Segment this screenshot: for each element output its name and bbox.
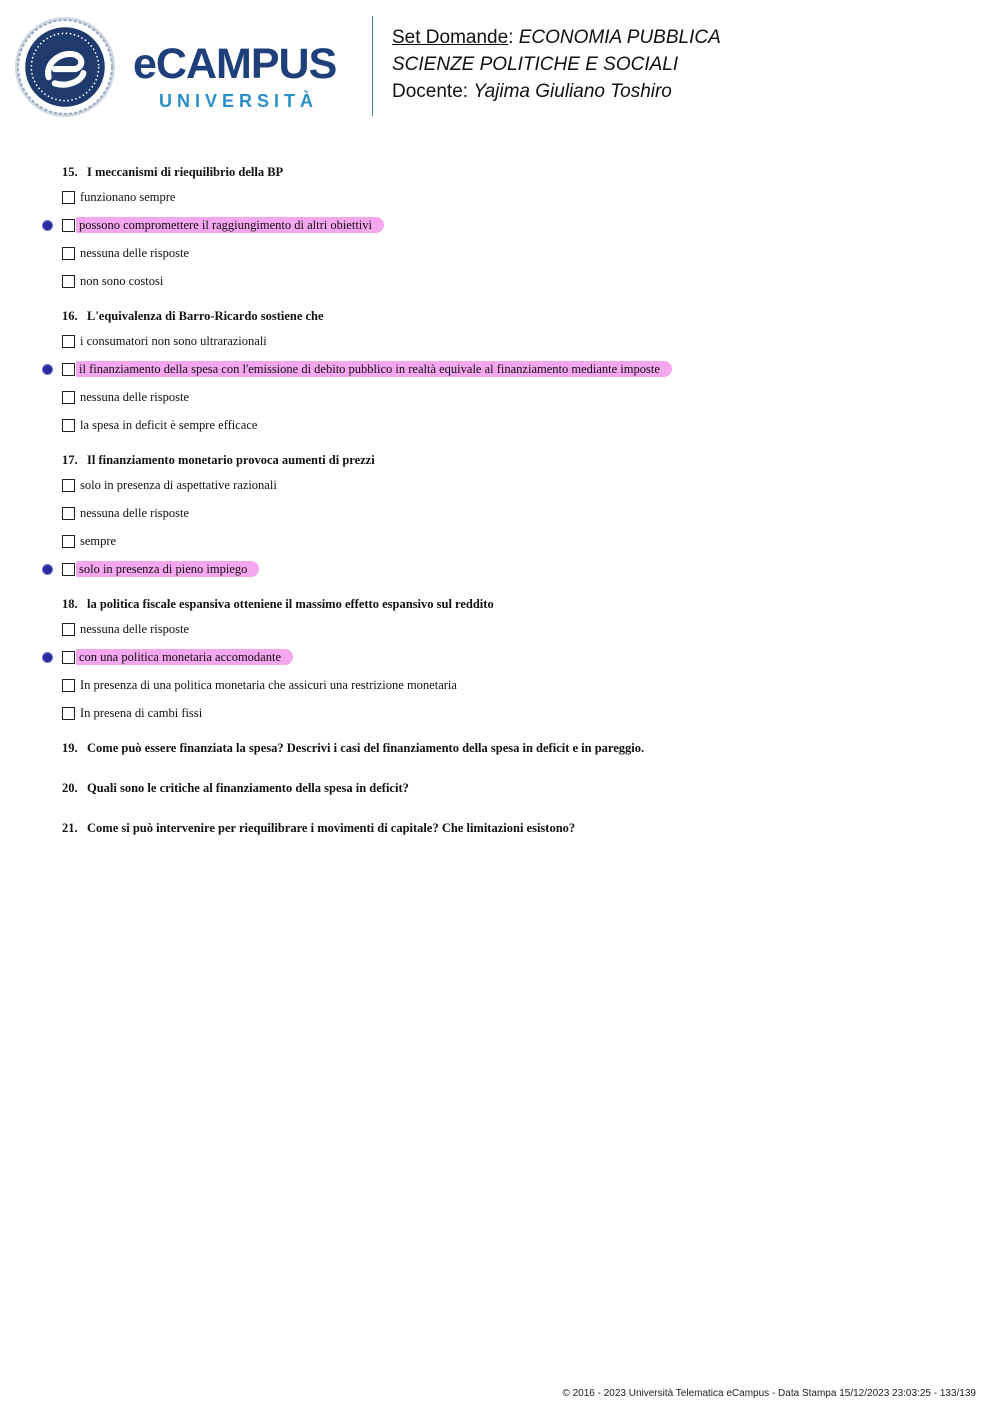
answer-checkbox[interactable] (62, 275, 75, 288)
answer-option[interactable] (62, 183, 962, 211)
answer-option[interactable] (62, 643, 962, 671)
answer-option[interactable] (62, 615, 962, 643)
question-block (62, 161, 962, 295)
question-title (62, 161, 962, 183)
answer-text: nessuna delle risposte (80, 246, 190, 260)
question-text: L'equivalenza di Barro-Ricardo sostiene che (87, 309, 324, 323)
answer-option[interactable] (62, 327, 962, 355)
answer-text: nessuna delle risposte (80, 622, 190, 636)
question-title (62, 777, 962, 799)
logo-subtitle: UNIVERSITÀ (159, 91, 319, 111)
question-number: 21. (62, 821, 78, 835)
question-block (62, 305, 962, 439)
answer-text: nessuna delle risposte (80, 390, 190, 404)
question-number: 17. (62, 453, 78, 467)
answer-checkbox[interactable] (62, 479, 75, 492)
answer-option[interactable] (62, 527, 962, 555)
answer-option[interactable] (62, 499, 962, 527)
question-title (62, 449, 962, 471)
question-title (62, 737, 962, 759)
answer-checkbox[interactable] (62, 563, 75, 576)
answer-checkbox[interactable] (62, 707, 75, 720)
question-text: Quali sono le critiche al finanziamento della spesa in deficit? (87, 781, 409, 795)
answer-text: i consumatori non sono ultrarazionali (80, 334, 267, 348)
answer-option[interactable] (62, 671, 962, 699)
answer-option[interactable] (62, 411, 962, 439)
question-number: 15. (62, 165, 78, 179)
page-header (0, 0, 1000, 135)
answer-checkbox[interactable] (62, 419, 75, 432)
question-text: Il finanziamento monetario provoca aumenti di prezzi (87, 453, 375, 467)
answer-checkbox[interactable] (62, 623, 75, 636)
question-title (62, 593, 962, 615)
answer-text: solo in presenza di pieno impiego (76, 561, 259, 577)
answer-checkbox[interactable] (62, 219, 75, 232)
answer-checkbox[interactable] (62, 363, 75, 376)
answer-text: funzionano sempre (80, 190, 176, 204)
answer-checkbox[interactable] (62, 391, 75, 404)
answer-text: con una politica monetaria accomodante (76, 649, 293, 665)
answer-checkbox[interactable] (62, 679, 75, 692)
answer-option[interactable] (62, 355, 962, 383)
teacher-name: Yajima Giuliano Toshiro (473, 81, 672, 102)
header-info (392, 24, 721, 105)
question-number: 18. (62, 597, 78, 611)
question-block (62, 449, 962, 583)
answer-option[interactable] (62, 239, 962, 267)
answer-text: solo in presenza di aspettative razionali (80, 478, 277, 492)
question-number: 20. (62, 781, 78, 795)
answer-checkbox[interactable] (62, 191, 75, 204)
university-seal-icon (14, 16, 116, 118)
question-number: 19. (62, 741, 78, 755)
course-name: ECONOMIA PUBBLICA (518, 27, 721, 48)
question-text: I meccanismi di riequilibrio della BP (87, 165, 284, 179)
question-list (62, 161, 962, 857)
answer-option[interactable] (62, 383, 962, 411)
question-text: Come si può intervenire per riequilibrare i movimenti di capitale? Che limitazioni esistono? (87, 821, 576, 835)
question-block (62, 593, 962, 727)
question-title (62, 817, 962, 839)
header-divider (372, 16, 373, 116)
question-number: 16. (62, 309, 78, 323)
answer-text: possono compromettere il raggiungimento di altri obiettivi (76, 217, 384, 233)
course-line: Set Domande: ECONOMIA PUBBLICA (392, 27, 721, 48)
answer-checkbox[interactable] (62, 535, 75, 548)
question-title (62, 305, 962, 327)
question-block (62, 777, 962, 799)
question-block (62, 737, 962, 759)
answer-option[interactable] (62, 211, 962, 239)
answer-marker-icon (43, 221, 52, 230)
question-text: Come può essere finanziata la spesa? Descrivi i casi del finanziamento della spesa in deficit e in pareggio. (87, 741, 645, 755)
answer-checkbox[interactable] (62, 247, 75, 260)
answer-text: il finanziamento della spesa con l'emissione di debito pubblico in realtà equivale al finanziamento mediante imposte (76, 361, 672, 377)
logo-wordmark: eCAMPUS (133, 40, 337, 88)
question-text: la politica fiscale espansiva otteniene il massimo effetto espansivo sul reddito (87, 597, 494, 611)
answer-text: non sono costosi (80, 274, 164, 288)
answer-checkbox[interactable] (62, 507, 75, 520)
answer-text: In presenza di una politica monetaria che assicuri una restrizione monetaria (80, 678, 457, 692)
page-footer: © 2016 - 2023 Università Telematica eCampus - Data Stampa 15/12/2023 23:03:25 - 133/139 (562, 1388, 976, 1399)
answer-marker-icon (43, 565, 52, 574)
answer-text: nessuna delle risposte (80, 506, 190, 520)
faculty-name: SCIENZE POLITICHE E SOCIALI (392, 54, 679, 75)
answer-text: sempre (80, 534, 117, 548)
answer-text: In presena di cambi fissi (80, 706, 203, 720)
answer-text: la spesa in deficit è sempre efficace (80, 418, 258, 432)
answer-option[interactable] (62, 267, 962, 295)
answer-option[interactable] (62, 471, 962, 499)
answer-marker-icon (43, 653, 52, 662)
teacher-label: Docente: (392, 81, 469, 102)
answer-option[interactable] (62, 699, 962, 727)
teacher-line (392, 78, 721, 105)
set-label: Set Domande (392, 27, 509, 48)
answer-checkbox[interactable] (62, 335, 75, 348)
answer-marker-icon (43, 365, 52, 374)
answer-checkbox[interactable] (62, 651, 75, 664)
answer-option[interactable] (62, 555, 962, 583)
question-block (62, 817, 962, 839)
